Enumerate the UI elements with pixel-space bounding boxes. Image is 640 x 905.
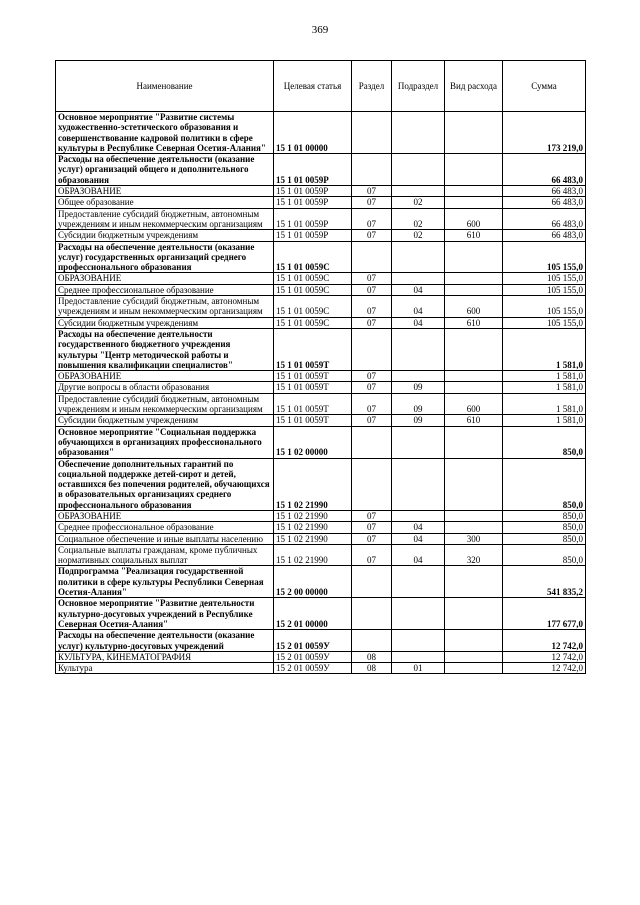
cell-amount: 850,0 <box>503 533 586 544</box>
cell-amount: 66 483,0 <box>503 230 586 241</box>
cell-name: Подпрограмма "Реализация государственной политики в сфере культуры Республики Северная Осетия-Алания" <box>56 566 274 598</box>
cell-amount: 1 581,0 <box>503 382 586 393</box>
cell-subsection: 02 <box>392 208 445 230</box>
cell-subsection: 09 <box>392 393 445 415</box>
table-row <box>56 415 586 426</box>
cell-name: ОБРАЗОВАНИЕ <box>56 186 274 197</box>
cell-expense-type: 600 <box>445 296 503 318</box>
cell-target: 15 1 01 0059С <box>274 296 352 318</box>
cell-expense-type <box>445 371 503 382</box>
cell-target: 15 1 01 00000 <box>274 112 352 154</box>
cell-amount: 541 835,2 <box>503 566 586 598</box>
cell-amount: 105 155,0 <box>503 241 586 273</box>
cell-target: 15 1 01 0059Р <box>274 186 352 197</box>
table-row <box>56 371 586 382</box>
budget-table <box>55 60 586 674</box>
header-target: Целевая статья <box>274 61 352 112</box>
cell-target: 15 1 02 21990 <box>274 544 352 566</box>
page-number: 369 <box>311 24 329 36</box>
cell-section <box>352 112 392 154</box>
cell-section: 07 <box>352 186 392 197</box>
table-row <box>56 393 586 415</box>
cell-section: 07 <box>352 208 392 230</box>
cell-expense-type <box>445 382 503 393</box>
cell-section <box>352 241 392 273</box>
table-row <box>56 197 586 208</box>
cell-section: 07 <box>352 371 392 382</box>
cell-target: 15 1 01 0059Т <box>274 328 352 370</box>
cell-target: 15 1 01 0059Т <box>274 393 352 415</box>
table-row <box>56 663 586 674</box>
cell-amount: 105 155,0 <box>503 273 586 284</box>
cell-amount: 66 483,0 <box>503 197 586 208</box>
cell-section: 07 <box>352 197 392 208</box>
cell-name: Другие вопросы в области образования <box>56 382 274 393</box>
cell-name: Расходы на обеспечение деятельности (оказание услуг) государственных организаций среднего профессионального образования <box>56 241 274 273</box>
cell-name: Субсидии бюджетным учреждениям <box>56 415 274 426</box>
cell-section: 08 <box>352 663 392 674</box>
cell-expense-type: 320 <box>445 544 503 566</box>
header-subsection: Подраздел <box>392 61 445 112</box>
cell-section: 07 <box>352 382 392 393</box>
cell-expense-type <box>445 651 503 662</box>
cell-target: 15 1 01 0059С <box>274 241 352 273</box>
cell-name: КУЛЬТУРА, КИНЕМАТОГРАФИЯ <box>56 651 274 662</box>
cell-subsection <box>392 510 445 521</box>
cell-amount: 850,0 <box>503 544 586 566</box>
cell-section: 07 <box>352 296 392 318</box>
cell-name: Предоставление субсидий бюджетным, автономным учреждениям и иным некоммерческим организациям <box>56 208 274 230</box>
cell-subsection: 02 <box>392 197 445 208</box>
cell-subsection: 04 <box>392 522 445 533</box>
cell-name: Общее образование <box>56 197 274 208</box>
cell-name: ОБРАЗОВАНИЕ <box>56 273 274 284</box>
cell-expense-type <box>445 566 503 598</box>
cell-name: Основное мероприятие "Развитие деятельности культурно-досуговых учреждений в Республике Северная Осетия-Алания" <box>56 598 274 630</box>
cell-name: Социальные выплаты гражданам, кроме публичных нормативных социальных выплат <box>56 544 274 566</box>
cell-subsection <box>392 630 445 652</box>
cell-expense-type: 610 <box>445 230 503 241</box>
table-row <box>56 317 586 328</box>
table-row <box>56 284 586 295</box>
cell-amount: 66 483,0 <box>503 208 586 230</box>
cell-section <box>352 566 392 598</box>
cell-subsection <box>392 426 445 458</box>
cell-section: 07 <box>352 284 392 295</box>
table-row <box>56 522 586 533</box>
cell-section <box>352 630 392 652</box>
cell-section: 08 <box>352 651 392 662</box>
cell-expense-type: 600 <box>445 208 503 230</box>
table-row <box>56 566 586 598</box>
cell-section: 07 <box>352 533 392 544</box>
table-row <box>56 273 586 284</box>
cell-target: 15 1 01 0059Р <box>274 230 352 241</box>
table-row <box>56 544 586 566</box>
cell-amount: 850,0 <box>503 522 586 533</box>
cell-amount: 850,0 <box>503 426 586 458</box>
cell-target: 15 1 01 0059С <box>274 273 352 284</box>
header-section: Раздел <box>352 61 392 112</box>
cell-expense-type <box>445 328 503 370</box>
cell-subsection <box>392 328 445 370</box>
cell-subsection <box>392 186 445 197</box>
cell-amount: 12 742,0 <box>503 663 586 674</box>
cell-section <box>352 154 392 186</box>
header-name: Наименование <box>56 61 274 112</box>
cell-target: 15 1 01 0059Р <box>274 208 352 230</box>
cell-target: 15 1 02 21990 <box>274 522 352 533</box>
cell-subsection <box>392 241 445 273</box>
cell-expense-type <box>445 522 503 533</box>
cell-section <box>352 598 392 630</box>
cell-subsection: 04 <box>392 317 445 328</box>
cell-subsection: 04 <box>392 296 445 318</box>
table-row <box>56 296 586 318</box>
cell-amount: 12 742,0 <box>503 630 586 652</box>
table-row <box>56 154 586 186</box>
cell-subsection <box>392 273 445 284</box>
table-row <box>56 533 586 544</box>
cell-expense-type <box>445 154 503 186</box>
table-row <box>56 458 586 510</box>
cell-expense-type: 600 <box>445 393 503 415</box>
cell-subsection <box>392 458 445 510</box>
cell-amount: 12 742,0 <box>503 651 586 662</box>
table-row <box>56 230 586 241</box>
cell-name: Расходы на обеспечение деятельности (оказание услуг) организаций общего и дополнительного образования <box>56 154 274 186</box>
cell-amount: 173 219,0 <box>503 112 586 154</box>
cell-amount: 1 581,0 <box>503 328 586 370</box>
cell-subsection <box>392 112 445 154</box>
cell-amount: 850,0 <box>503 458 586 510</box>
table-row <box>56 426 586 458</box>
cell-subsection: 04 <box>392 533 445 544</box>
cell-expense-type <box>445 663 503 674</box>
cell-section: 07 <box>352 510 392 521</box>
table-row <box>56 186 586 197</box>
cell-amount: 105 155,0 <box>503 296 586 318</box>
cell-section: 07 <box>352 273 392 284</box>
cell-expense-type <box>445 458 503 510</box>
cell-expense-type: 610 <box>445 415 503 426</box>
cell-name: Культура <box>56 663 274 674</box>
cell-subsection: 04 <box>392 544 445 566</box>
cell-expense-type <box>445 112 503 154</box>
cell-name: Обеспечение дополнительных гарантий по социальной поддержке детей-сирот и детей, оставшихся без попечения родителей, обучающихся в образовательных организациях среднего профессионального образования <box>56 458 274 510</box>
table-row <box>56 651 586 662</box>
cell-subsection: 09 <box>392 382 445 393</box>
cell-section: 07 <box>352 317 392 328</box>
cell-name: Социальное обеспечение и иные выплаты населению <box>56 533 274 544</box>
cell-section: 07 <box>352 415 392 426</box>
cell-section <box>352 328 392 370</box>
cell-subsection <box>392 371 445 382</box>
cell-section <box>352 458 392 510</box>
table-row <box>56 598 586 630</box>
cell-target: 15 2 01 0059У <box>274 663 352 674</box>
cell-amount: 1 581,0 <box>503 393 586 415</box>
cell-target: 15 1 02 21990 <box>274 458 352 510</box>
cell-name: Субсидии бюджетным учреждениям <box>56 317 274 328</box>
cell-target: 15 2 01 00000 <box>274 598 352 630</box>
cell-expense-type <box>445 510 503 521</box>
cell-name: Субсидии бюджетным учреждениям <box>56 230 274 241</box>
cell-amount: 66 483,0 <box>503 186 586 197</box>
cell-section: 07 <box>352 230 392 241</box>
cell-amount: 1 581,0 <box>503 371 586 382</box>
cell-expense-type <box>445 284 503 295</box>
cell-target: 15 1 01 0059Р <box>274 197 352 208</box>
cell-expense-type: 300 <box>445 533 503 544</box>
cell-target: 15 1 02 21990 <box>274 533 352 544</box>
cell-amount: 177 677,0 <box>503 598 586 630</box>
cell-target: 15 2 00 00000 <box>274 566 352 598</box>
cell-target: 15 1 02 21990 <box>274 510 352 521</box>
cell-amount: 105 155,0 <box>503 284 586 295</box>
cell-name: Среднее профессиональное образование <box>56 522 274 533</box>
cell-name: ОБРАЗОВАНИЕ <box>56 510 274 521</box>
cell-subsection <box>392 651 445 662</box>
cell-target: 15 1 01 0059Т <box>274 371 352 382</box>
cell-name: Расходы на обеспечение деятельности государственного бюджетного учреждения культуры "Центр методической работы и повышения квалификации специалистов" <box>56 328 274 370</box>
table-row <box>56 208 586 230</box>
cell-section: 07 <box>352 393 392 415</box>
table-row <box>56 510 586 521</box>
cell-expense-type: 610 <box>445 317 503 328</box>
cell-target: 15 1 01 0059С <box>274 284 352 295</box>
cell-name: Основное мероприятие "Социальная поддержка обучающихся в организациях профессионального образования" <box>56 426 274 458</box>
cell-amount: 66 483,0 <box>503 154 586 186</box>
cell-name: Предоставление субсидий бюджетным, автономным учреждениям и иным некоммерческим организациям <box>56 393 274 415</box>
cell-name: Предоставление субсидий бюджетным, автономным учреждениям и иным некоммерческим организациям <box>56 296 274 318</box>
cell-expense-type <box>445 598 503 630</box>
cell-expense-type <box>445 273 503 284</box>
cell-subsection <box>392 566 445 598</box>
cell-target: 15 2 01 0059У <box>274 651 352 662</box>
cell-subsection <box>392 598 445 630</box>
header-expense-type: Вид расхода <box>445 61 503 112</box>
cell-subsection: 09 <box>392 415 445 426</box>
table-row <box>56 382 586 393</box>
cell-expense-type <box>445 241 503 273</box>
cell-name: Среднее профессиональное образование <box>56 284 274 295</box>
cell-section: 07 <box>352 522 392 533</box>
cell-target: 15 1 01 0059С <box>274 317 352 328</box>
table-row <box>56 328 586 370</box>
header-amount: Сумма <box>503 61 586 112</box>
cell-name: ОБРАЗОВАНИЕ <box>56 371 274 382</box>
cell-target: 15 1 01 0059Т <box>274 382 352 393</box>
cell-section: 07 <box>352 544 392 566</box>
cell-amount: 1 581,0 <box>503 415 586 426</box>
table-row <box>56 241 586 273</box>
table-row <box>56 630 586 652</box>
cell-subsection: 04 <box>392 284 445 295</box>
cell-expense-type <box>445 426 503 458</box>
cell-subsection <box>392 154 445 186</box>
cell-target: 15 1 02 00000 <box>274 426 352 458</box>
table-header-row <box>56 61 586 112</box>
cell-target: 15 1 01 0059Р <box>274 154 352 186</box>
cell-expense-type <box>445 186 503 197</box>
cell-target: 15 2 01 0059У <box>274 630 352 652</box>
cell-expense-type <box>445 630 503 652</box>
cell-amount: 850,0 <box>503 510 586 521</box>
cell-section <box>352 426 392 458</box>
cell-name: Расходы на обеспечение деятельности (оказание услуг) культурно-досуговых учреждений <box>56 630 274 652</box>
cell-subsection: 01 <box>392 663 445 674</box>
cell-target: 15 1 01 0059Т <box>274 415 352 426</box>
cell-amount: 105 155,0 <box>503 317 586 328</box>
cell-name: Основное мероприятие "Развитие системы художественно-эстетического образования и совершенствование кадровой политики в сфере культуры в Республике Северная Осетия-Алания" <box>56 112 274 154</box>
cell-subsection: 02 <box>392 230 445 241</box>
table-row <box>56 112 586 154</box>
cell-expense-type <box>445 197 503 208</box>
